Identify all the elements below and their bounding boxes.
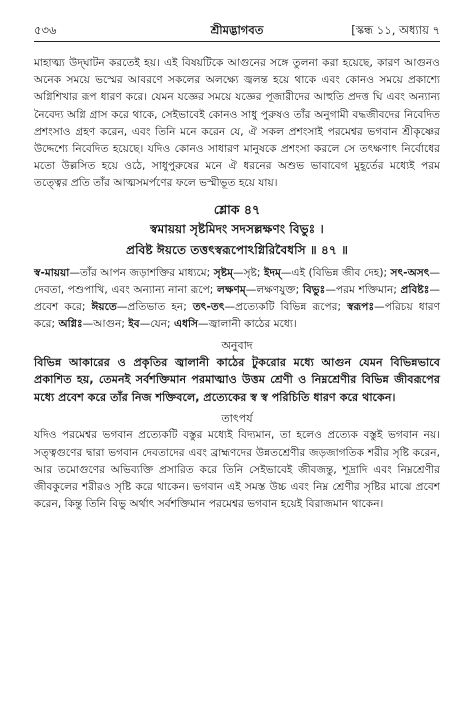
- translation-text: বিভিন্ন আকারের ও প্রকৃতির জ্বালানী কাঠের টুকরোর মধ্যে আগুন যেমন বিভিন্নভাবে প্রকাশিত হয়, তেমনই সর্বশক্তিমান পরমাত্মাও উত্তম শ্রেণী ও নিম্নশ্রেণীর বিভিন্ন জীবরূপের মধ্যে প্রবেশ করে তাঁর নিজ শক্তিবলে, প্রত্যেকের স্ব স্ব পরিচিতি ধারণ করে থাকেন।: [34, 355, 440, 404]
- synonym-meaning: যেন;: [150, 317, 171, 330]
- synonym-meaning: লক্ষণযুক্ত;: [256, 283, 300, 296]
- verse-line-1: স্বমায়য়া সৃষ্টমিদং সদসল্লক্ষণং বিভুঃ ।: [150, 221, 324, 236]
- synonym-entry: এধসি—জ্বালানী কাঠের মধ্যে।: [173, 317, 297, 330]
- synonym-entry: অগ্নিঃ—আগুন;: [58, 317, 125, 330]
- synonym-entry: ঈয়তে—প্রতিভাত হন;: [91, 300, 187, 313]
- synonym-meaning: প্রত্যেকটি বিভিন্ন রূপের;: [235, 300, 342, 313]
- synonym-entry: তৎ-তৎ—প্রত্যেকটি বিভিন্ন রূপের;: [192, 300, 342, 313]
- document-page: [34, 22, 440, 513]
- synonym-term: তৎ-তৎ: [192, 300, 225, 313]
- synonym-term: ইব: [128, 317, 140, 330]
- header-rule: [34, 41, 440, 42]
- synonym-entry: ইদম্—এই (বিভিন্ন জীব দেহ);: [263, 266, 388, 279]
- synonym-term: এধসি: [173, 317, 199, 330]
- synonym-meaning: পরিচয় ধারণ করে;: [34, 300, 441, 330]
- synonym-meaning: জ্বালানী কাঠের মধ্যে।: [208, 317, 297, 330]
- synonym-meaning: প্রবেশ করে;: [34, 300, 86, 313]
- synonym-meaning: পরম শক্তিমান;: [335, 283, 397, 296]
- synonym-entry: ইব—যেন;: [128, 317, 171, 330]
- purport-heading: তাৎপর্য: [221, 412, 253, 426]
- synonym-entry: বিভুঃ—পরম শক্তিমান;: [302, 283, 397, 296]
- synonym-meaning: দেবতা, পশুপাখি, এবং অন্যান্য নানা রূপে;: [34, 283, 214, 296]
- synonym-term: ঈয়তে: [91, 300, 117, 313]
- synonym-term: স্বরূপঃ: [347, 300, 375, 313]
- synonym-term: ইদম্: [263, 266, 281, 279]
- verse-label: শ্লোক ৪৭: [213, 201, 261, 217]
- translation-heading: অনুবাদ: [221, 338, 253, 352]
- synonym-term: প্রবিষ্টঃ: [400, 283, 430, 296]
- synonym-entry: স্ব-মায়য়া—তাঁর আপন জড়াশক্তির মাধ্যমে;: [34, 266, 211, 279]
- synonym-entry: সৃষ্টম্—সৃষ্ট;: [213, 266, 261, 279]
- synonym-entry: স্বরূপঃ—পরিচয় ধারণ করে;: [34, 300, 441, 330]
- intro-paragraph: মাহাত্ম্য উদ্‌ঘাটন করতেই হয়। এই বিষয়টিকে আগুনের সঙ্গে তুলনা করা হয়েছে, কারণ আগুনও অনেক সময়ে ভস্মের আবরণে সকলের অলক্ষ্যে জ্বলন্ত হয়ে থাকে এবং কোনও সময়ে প্রকাশ্যে অগ্নিশিখার রূপ ধারণ করে। যেমন যজ্ঞের সময়ে যজ্ঞের পূজারীদের আহুতি প্রদত্ত ঘি এবং অন্যান্য নৈবেদ্য অগ্নি গ্রাস করে থাকে, সেইভাবেই কোনও সাধু পুরুষও তাঁর অনুগামী বদ্ধজীবদের নিবেদিত প্রশংসাও গ্রহণ করেন, এবং তিনি মনে করেন যে, ঐ সকল প্রশংসাই পরমেশ্বর ভগবান শ্রীকৃষ্ণের উদ্দেশ্যে নিবেদিত হয়েছে। যদিও কোনও সাধারণ মানুষকে প্রশংসা করলে সে তৎক্ষণাৎ নির্বোধের মতো উল্লসিত হয়ে ওঠে, সাধুপুরুষের মনে ঐ ধরনের অশুভ ভাবাবেগ মুহূর্তের মধ্যেই পরম তত্ত্বের প্রতি তাঁর আত্মসমর্পণের ফলে ভস্মীভূত হয়ে যায়।: [34, 57, 440, 190]
- word-for-word-synonyms: [34, 265, 440, 333]
- page-header: [34, 22, 440, 40]
- synonym-entry: লক্ষণম্—লক্ষণযুক্ত;: [216, 283, 300, 296]
- synonym-term: সৃষ্টম্: [213, 266, 233, 279]
- purport-text: যদিও পরমেশ্বর ভগবান প্রত্যেকটি বস্তুর মধ্যেই বিদ্যমান, তা হলেও প্রত্যেক বস্তুই ভগবান নয়। সত্ত্বগুণের দ্বারা ভগবান দেবতাদের এবং ব্রাহ্মণদের উন্নতশ্রেণীর জড়জাগতিক শরীর সৃষ্টি করেন, আর তমোগুণের অভিব্যক্তি প্রসারিত করে তিনি সেইভাবেই জীবজন্তু, শূদ্রাদি এবং নিম্নশ্রেণীর জীবকুলের শরীরও সৃষ্টি করে থাকেন। ভগবান এই সমস্ত উচ্চ এবং নিম্ন শ্রেণীর সৃষ্টির মাঝে প্রবেশ করেন, কিন্তু তিনি বিভু অর্থাৎ সর্বশক্তিমান পরমেশ্বর ভগবান হয়েই বিরাজমান থাকেন।: [34, 429, 440, 511]
- synonym-meaning: তাঁর আপন জড়াশক্তির মাধ্যমে;: [79, 266, 211, 279]
- synonym-term: বিভুঃ: [302, 283, 326, 296]
- synonym-entry: সৎ-অসৎ—দেবতা, পশুপাখি, এবং অন্যান্য নানা রূপে;: [34, 266, 441, 296]
- synonym-term: অগ্নিঃ: [58, 317, 83, 330]
- page-number: ৫৩৬: [34, 23, 57, 37]
- synonym-term: স্ব-মায়য়া: [34, 266, 70, 279]
- synonym-meaning: এই (বিভিন্ন জীব দেহ);: [291, 266, 388, 279]
- synonym-meaning: সৃষ্ট;: [243, 266, 261, 279]
- synonym-term: সৎ-অসৎ: [390, 266, 430, 279]
- synonym-meaning: প্রতিভাত হন;: [127, 300, 187, 313]
- synonym-term: লক্ষণম্: [216, 283, 246, 296]
- chapter-reference: [স্কন্ধ ১১, অধ্যায় ৭: [351, 23, 440, 37]
- verse-line-2: প্রবিষ্ট ঈয়তে তত্তৎস্বরূপোঽগ্নিরিবৈধসি ॥ ৪৭ ॥: [126, 242, 348, 257]
- synonym-meaning: আগুন;: [93, 317, 125, 330]
- synonym-entry: প্রবিষ্টঃ—প্রবেশ করে;: [34, 283, 440, 313]
- book-title: শ্রীমদ্ভাগবত: [210, 23, 264, 37]
